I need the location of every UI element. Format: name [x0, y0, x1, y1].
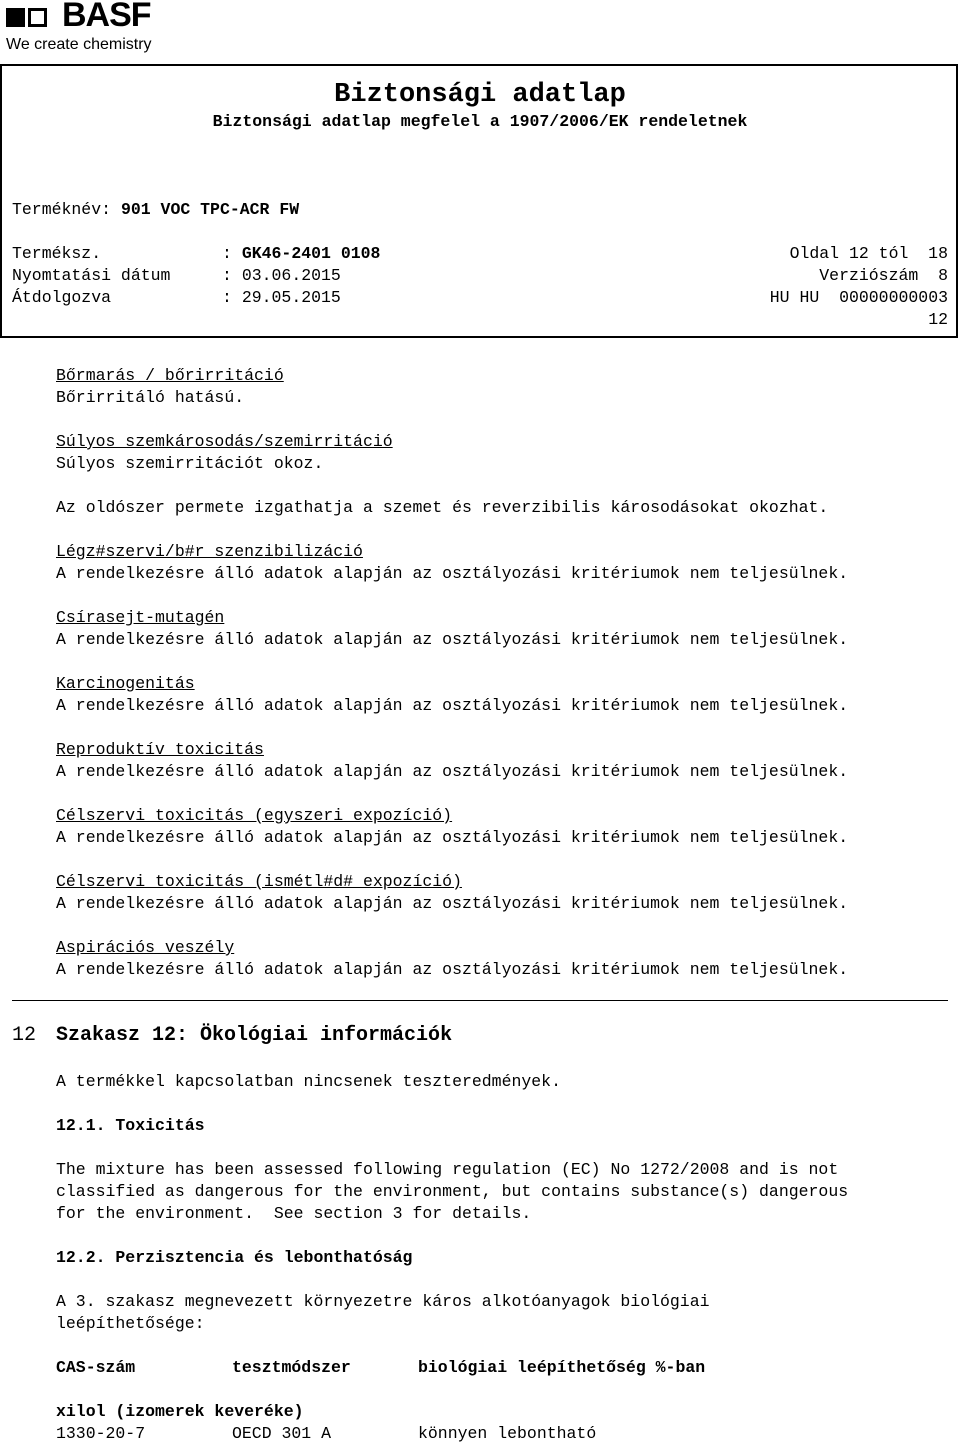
header-value: [222, 288, 341, 307]
tox-text: A rendelkezésre álló adatok alapján az osztályozási kritériumok nem teljesülnek.: [56, 960, 849, 979]
product-label: Terméknév:: [12, 200, 112, 219]
section-divider: [12, 1000, 948, 1001]
subsection-title-persistence: 12.2. Perzisztencia és lebonthatóság: [56, 1248, 413, 1267]
toxicity-text: The mixture has been assessed following regulation (EC) No 1272/2008 and is not: [56, 1160, 839, 1179]
table-header-degradability: biológiai leépíthetőség %-ban: [418, 1358, 706, 1377]
product-name: 901 VOC TPC-ACR FW: [120, 200, 300, 219]
document-code-suffix: 12: [928, 310, 948, 329]
section-title: Szakasz 12: Ökológiai információk: [56, 1024, 453, 1047]
revision-date: 29.05.2015: [241, 288, 341, 307]
tox-heading-reproductive: Reproduktív toxicitás: [56, 740, 264, 759]
logo-brand: BASF: [62, 0, 151, 34]
table-header-cas: CAS-szám: [56, 1358, 136, 1377]
tox-heading-sensitization: Légz#szervi/b#r szenzibilizáció: [56, 542, 363, 561]
table-cell-cas: 1330-20-7: [56, 1424, 146, 1443]
persistence-text: leépíthetősége:: [56, 1314, 205, 1333]
header-label: Átdolgozva: [12, 288, 112, 307]
table-header-method: tesztmódszer: [232, 1358, 351, 1377]
document-title: Biztonsági adatlap: [334, 80, 626, 110]
basf-logo-mark: [6, 6, 50, 28]
tox-heading-skin: Bőrmarás / bőrirritáció: [56, 366, 284, 385]
header-sep: :: [222, 244, 242, 263]
tox-text: A rendelkezésre álló adatok alapján az osztályozási kritériumok nem teljesülnek.: [56, 762, 849, 781]
tox-heading-stot-repeated: Célszervi toxicitás (ismétl#d# expozíció): [56, 872, 462, 891]
tox-text: A rendelkezésre álló adatok alapján az osztályozási kritériumok nem teljesülnek.: [56, 696, 849, 715]
persistence-text: A 3. szakasz megnevezett környezetre káros alkotóanyagok biológiai: [56, 1292, 710, 1311]
document-code: HU HU 00000000003: [769, 288, 948, 307]
print-date: 03.06.2015: [241, 266, 341, 285]
tox-heading-stot-single: Célszervi toxicitás (egyszeri expozíció): [56, 806, 453, 825]
toxicity-text: for the environment. See section 3 for details.: [56, 1204, 532, 1223]
tox-text: A rendelkezésre álló adatok alapján az osztályozási kritériumok nem teljesülnek.: [56, 894, 849, 913]
subsection-title-toxicity: 12.1. Toxicitás: [56, 1116, 205, 1135]
document-subtitle: Biztonsági adatlap megfelel a 1907/2006/EK rendeletnek: [212, 112, 748, 131]
table-cell-method: OECD 301 A: [232, 1424, 332, 1443]
table-group-label: xilol (izomerek keveréke): [56, 1402, 304, 1421]
tox-text: A rendelkezésre álló adatok alapján az osztályozási kritériumok nem teljesülnek.: [56, 630, 849, 649]
logo-tagline: We create chemistry: [6, 36, 152, 53]
header-label: Terméksz.: [12, 244, 102, 263]
header-label: Nyomtatási dátum: [12, 266, 171, 285]
header-sep: :: [222, 288, 242, 307]
header-sep: :: [222, 266, 242, 285]
product-name-row: [12, 200, 299, 219]
tox-text: A rendelkezésre álló adatok alapján az osztályozási kritériumok nem teljesülnek.: [56, 564, 849, 583]
header-value: [222, 266, 341, 285]
page-indicator: Oldal 12 tól 18: [789, 244, 948, 263]
tox-heading-aspiration: Aspirációs veszély: [56, 938, 235, 957]
version-number: Verziószám 8: [819, 266, 948, 285]
tox-text: Súlyos szemirritációt okoz.: [56, 454, 324, 473]
table-cell-degradability: könnyen lebontható: [418, 1424, 597, 1443]
toxicity-text: classified as dangerous for the environment, but contains substance(s) dangerous: [56, 1182, 849, 1201]
section-number: 12: [12, 1024, 37, 1047]
tox-text: Bőrirritáló hatású.: [56, 388, 245, 407]
tox-text: Az oldószer permete izgathatja a szemet és reverzibilis károsodásokat okozhat.: [56, 498, 829, 517]
tox-heading-eye: Súlyos szemkárosodás/szemirritáció: [56, 432, 393, 451]
section-intro: A termékkel kapcsolatban nincsenek teszteredmények.: [56, 1072, 561, 1091]
basf-logo: [6, 2, 166, 58]
header-row-product-number: [12, 244, 101, 263]
tox-heading-carcinogenicity: Karcinogenitás: [56, 674, 195, 693]
tox-text: A rendelkezésre álló adatok alapján az osztályozási kritériumok nem teljesülnek.: [56, 828, 849, 847]
product-number: GK46-2401 0108: [241, 244, 381, 263]
tox-heading-mutagen: Csírasejt-mutagén: [56, 608, 225, 627]
header-value: [222, 244, 380, 263]
